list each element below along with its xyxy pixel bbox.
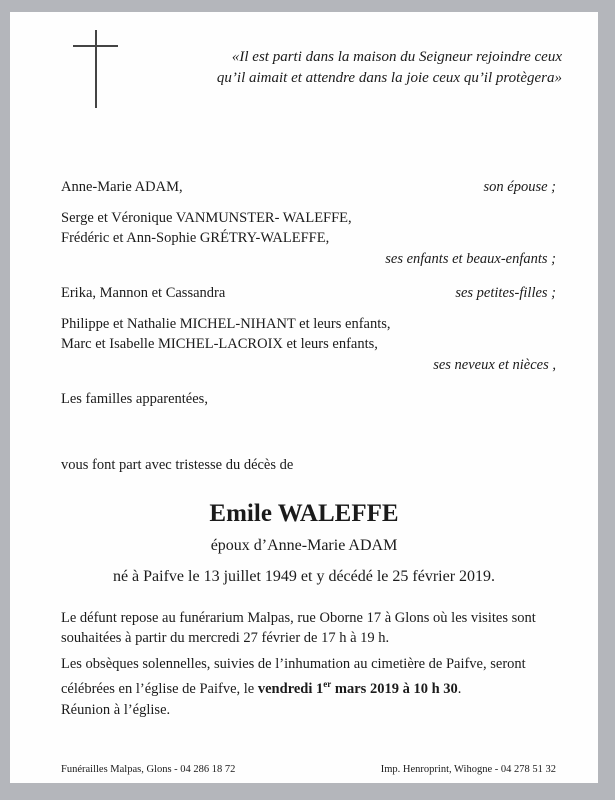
child-line-2: Frédéric et Ann-Sophie GRÉTRY-WALEFFE, (61, 230, 330, 246)
grandchildren: Erika, Mannon et Cassandra (61, 285, 226, 301)
wife-relation: son épouse ; (483, 179, 556, 195)
children-relation: ses enfants et beaux-enfants ; (385, 251, 556, 267)
grandchildren-relation: ses petites-filles ; (455, 285, 556, 301)
related-families: Les familles apparentées, (61, 391, 208, 407)
cross-icon-bar (73, 45, 118, 47)
birth-death-info: né à Paifve le 13 juillet 1949 et y décédé le 25 février 2019. (112, 568, 496, 585)
nephews-relation: ses neveux et nièces , (433, 357, 556, 373)
visit-info: Le défunt repose au funérarium Malpas, rue Oborne 17 à Glons où les visites sont souhaitées à partir du mercredi 27 février de 17 h à 19 h. (61, 610, 536, 646)
cross-icon (95, 30, 97, 108)
funeral-date-sup: er (323, 679, 332, 689)
funeral-date (258, 681, 458, 697)
funeral-date-rest: mars 2019 à 10 h 30 (331, 680, 458, 697)
child-line-1: Serge et Véronique VANMUNSTER- WALEFFE, (61, 210, 352, 226)
death-notice-card (10, 12, 598, 783)
announcement: vous font part avec tristesse du décès de (61, 457, 294, 473)
printer-footer: Imp. Henroprint, Wihogne - 04 278 51 32 (380, 764, 556, 775)
wife-name: Anne-Marie ADAM, (61, 179, 183, 195)
meeting-info: Réunion à l’église. (61, 702, 171, 718)
nephew-line-1: Philippe et Nathalie MICHEL-NIHANT et leurs enfants, (61, 316, 391, 332)
funeral-home-footer: Funérailles Malpas, Glons - 04 286 18 72 (61, 764, 236, 775)
funeral-info (61, 654, 571, 699)
quote-line-2: qu’il aimait et attendre dans la joie ceux qu’il protègera» (216, 70, 562, 86)
funeral-prefix: Les obsèques solennelles, suivies de l’inhumation au cimetière de Paifve, seront célébrées en l’église de Paifve, le (61, 656, 526, 697)
deceased-spouse: époux d’Anne-Marie ADAM (210, 537, 398, 554)
funeral-date-day: vendredi 1 (257, 680, 324, 697)
scripture-quote (142, 47, 562, 89)
nephew-line-2: Marc et Isabelle MICHEL-LACROIX et leurs enfants, (61, 336, 378, 352)
quote-line-1: «Il est parti dans la maison du Seigneur rejoindre ceux (231, 49, 562, 65)
funeral-suffix: . (457, 680, 462, 697)
deceased-name: Emile WALEFFE (209, 500, 399, 527)
